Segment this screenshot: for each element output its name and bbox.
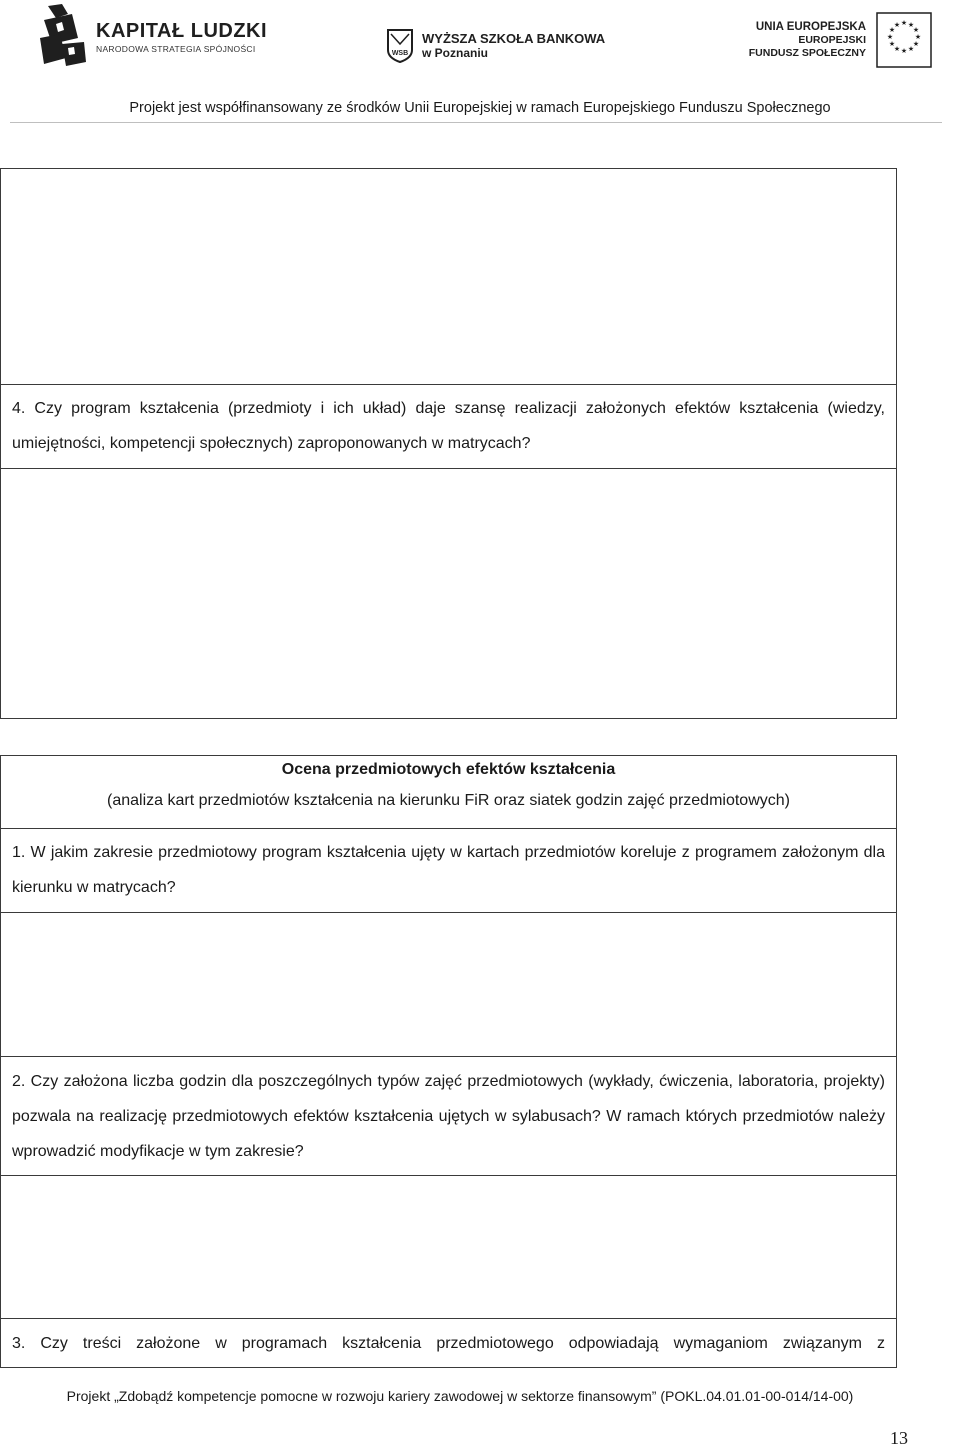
question-3-cell	[1, 1319, 896, 1367]
svg-text:★: ★	[912, 40, 920, 48]
svg-text:★: ★	[907, 45, 915, 53]
eu-logo	[749, 12, 932, 68]
answer-area[interactable]	[1, 169, 896, 385]
kapital-ludzki-subtitle: NARODOWA STRATEGIA SPÓJNOŚCI	[96, 44, 256, 54]
eu-fund-line2: FUNDUSZ SPOŁECZNY	[748, 47, 866, 59]
svg-text:★: ★	[900, 19, 908, 27]
kapital-ludzki-logo-icon	[38, 4, 88, 70]
evaluation-table	[0, 168, 897, 1368]
eu-fund-line1: EUROPEJSKI	[798, 34, 866, 46]
svg-text:★: ★	[907, 21, 915, 29]
table-gap	[0, 719, 897, 756]
svg-text:★: ★	[912, 26, 920, 34]
kapital-ludzki-title: KAPITAŁ LUDZKI	[96, 20, 268, 42]
page-footer: Projekt „Zdobądź kompetencje pomocne w rozwoju kariery zawodowej w sektorze finansowym” (POKL.04.01.01-00-014/14-00)	[66, 1388, 854, 1404]
kapital-ludzki-logo	[38, 4, 267, 70]
wsb-badge-text: WSB	[391, 50, 409, 57]
svg-text:★: ★	[893, 45, 901, 53]
section-header-cell	[1, 756, 896, 829]
answer-area[interactable]	[1, 1176, 896, 1319]
question-4: 4. Czy program kształcenia (przedmioty i ich układ) daje szansę realizacji założonych efektów kształcenia (wiedzy, umiejętności, kompetencji społecznych) zaproponowanych w matrycach?	[12, 400, 885, 452]
cofinancing-caption: Projekt jest współfinansowany ze środków Unii Europejskiej w ramach Europejskiego Funduszu Społecznego	[129, 100, 831, 116]
svg-text:★: ★	[914, 33, 922, 41]
wsb-name: WYŻSZA SZKOŁA BANKOWA	[422, 31, 606, 46]
eu-union-label: UNIA EUROPEJSKA	[755, 21, 866, 33]
answer-area[interactable]	[1, 469, 896, 719]
svg-text:★: ★	[888, 40, 896, 48]
svg-text:★: ★	[893, 21, 901, 29]
wsb-logo	[386, 28, 605, 64]
section-title: Ocena przedmiotowych efektów kształcenia	[281, 761, 616, 778]
question-4-cell	[1, 385, 896, 469]
question-3: 3. Czy treści założone w programach kształcenia przedmiotowego odpowiadają wymaganiom związanym z	[12, 1335, 885, 1352]
eu-flag-icon	[876, 12, 932, 68]
header-divider	[10, 122, 942, 123]
wsb-city: w Poznaniu	[422, 46, 488, 60]
answer-area[interactable]	[1, 913, 896, 1057]
question-2-cell	[1, 1057, 896, 1176]
question-2: 2. Czy założona liczba godzin dla poszczególnych typów zajęć przedmiotowych (wykłady, ćwiczenia, laboratoria, projekty) pozwala na realizację przedmiotowych efektów kształcenia ujętych w sylabusach? W ramach których przedmiotów należy wprowadzić modyfikacje w tym zakresie?	[12, 1073, 885, 1160]
section-subtitle: (analiza kart przedmiotów kształcenia na kierunku FiR oraz siatek godzin zajęć przedmiotowych)	[107, 792, 790, 809]
question-1-cell	[1, 829, 896, 913]
wsb-shield-icon	[386, 28, 414, 64]
svg-text:★: ★	[888, 26, 896, 34]
page-header	[0, 0, 960, 125]
page-number: 13	[890, 1428, 908, 1448]
question-1: 1. W jakim zakresie przedmiotowy program kształcenia ujęty w kartach przedmiotów koreluje z programem założonym dla kierunku w matrycach?	[12, 844, 885, 896]
svg-text:★: ★	[900, 47, 908, 55]
svg-text:★: ★	[886, 33, 894, 41]
